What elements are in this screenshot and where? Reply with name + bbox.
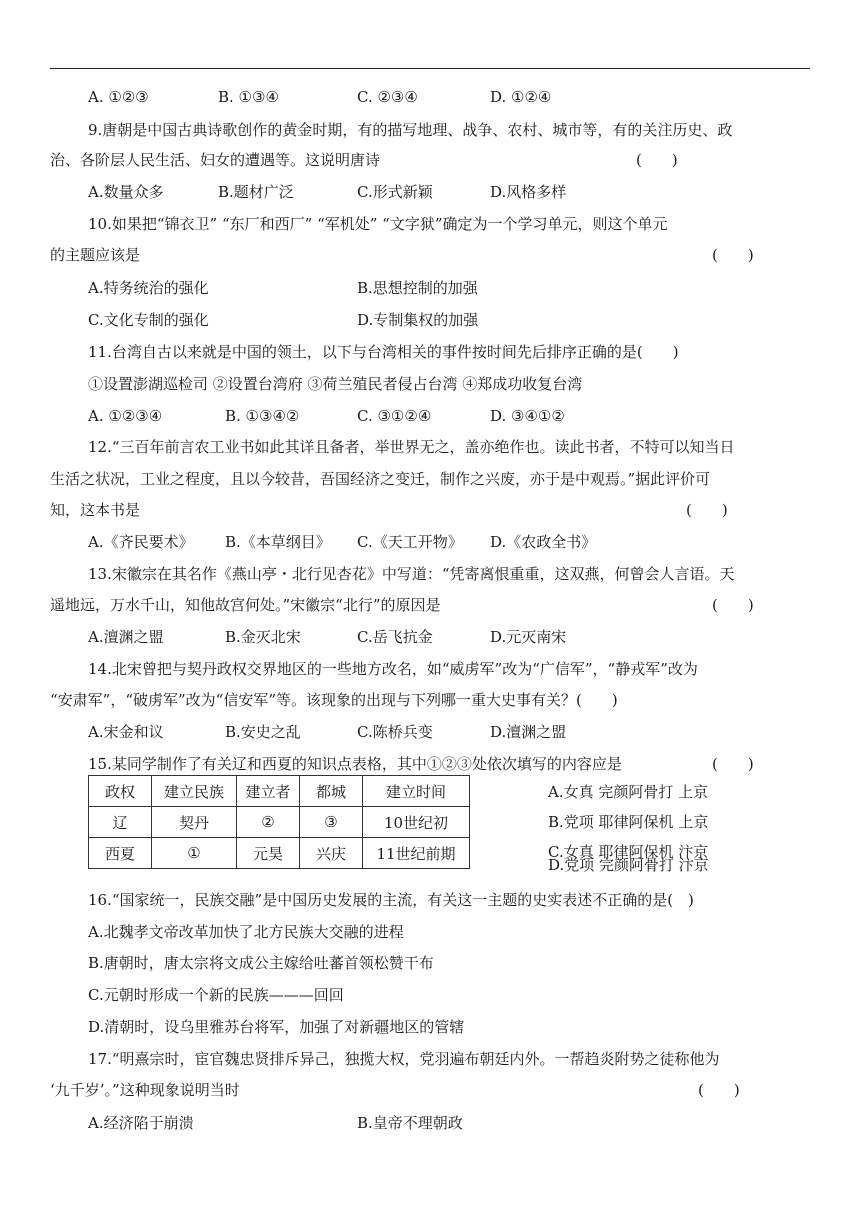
q14-stem-line1: 14.北宋曾把与契丹政权交界地区的一些地方改名，如“威虏军”改为“广信军”，“静戎军”改为 [88, 660, 698, 678]
table-header-cell: 政权 [89, 776, 152, 807]
q13-option-b: B.金灭北宋 [225, 628, 301, 646]
table-cell: 11世纪前期 [363, 838, 470, 869]
q14-stem-line2: “安肃军”，“破虏军”改为“信安军”等。该现象的出现与下列哪一重大史事有关？( ) [50, 691, 618, 709]
q12-stem-line1: 12.“三百年前言农工业书如此其详且备者，举世界无之，盖亦绝作也。读此书者，不特可以知当日 [88, 438, 735, 456]
table-row [89, 838, 470, 869]
knowledge-table [88, 775, 470, 869]
q12-option-b: B.《本草纲目》 [225, 533, 331, 551]
q17-stem-line2: ‘九千岁’。”这种现象说明当时 [50, 1081, 240, 1099]
q14-option-c: C.陈桥兵变 [357, 723, 433, 741]
q9-stem-line2: 治、各阶层人民生活、妇女的遭遇等。这说明唐诗 [50, 151, 381, 169]
q9-option-a: A.数量众多 [88, 183, 164, 201]
q11-stem-line2: ①设置澎湖巡检司 ②设置台湾府 ③荷兰殖民者侵占台湾 ④郑成功收复台湾 [88, 375, 583, 393]
q8-option-d: D. ①②④ [490, 88, 552, 106]
q12-stem-line3: 知，这本书是 [50, 501, 141, 519]
q11-option-c: C. ③①②④ [357, 407, 432, 425]
table-cell: ① [152, 838, 237, 869]
q9-stem-line1: 9.唐朝是中国古典诗歌创作的黄金时期，有的描写地理、战争、农村、城市等，有的关注历史、政 [88, 121, 733, 139]
table-cell: 契丹 [152, 807, 237, 838]
q12-answer-blank: ( ) [686, 501, 728, 519]
q10-answer-blank: ( ) [712, 246, 754, 264]
q17-option-b: B.皇帝不理朝政 [357, 1114, 463, 1132]
q15-option-c: C.女真 耶律阿保机 汴京 [548, 843, 709, 861]
table-cell: 元昊 [237, 838, 300, 869]
q14-option-a: A.宋金和议 [88, 723, 164, 741]
q9-option-b: B.题材广泛 [218, 183, 294, 201]
q10-stem-line1: 10.如果把“锦衣卫” “东厂和西厂” “军机处” “文字狱”确定为一个学习单元，则这个单元 [88, 215, 668, 233]
header-rule [50, 68, 810, 69]
q17-answer-blank: ( ) [698, 1081, 740, 1099]
q13-option-c: C.岳飞抗金 [357, 628, 433, 646]
q12-option-d: D.《农政全书》 [490, 533, 597, 551]
q8-option-b: B. ①③④ [218, 88, 279, 106]
q11-option-d: D. ③④①② [490, 407, 565, 425]
q10-option-c: C.文化专制的强化 [88, 311, 209, 329]
q12-stem-line2: 生活之状况，工业之程度，且以今较昔，吾国经济之变迁，制作之兴废，亦于是中观焉。”据此评价可 [50, 470, 711, 488]
q9-answer-blank: ( ) [636, 151, 678, 169]
q10-option-b: B.思想控制的加强 [357, 279, 478, 297]
table-row [89, 807, 470, 838]
q17-option-a: A.经济陷于崩溃 [88, 1114, 194, 1132]
q13-answer-blank: ( ) [712, 596, 754, 614]
table-cell: 10世纪初 [363, 807, 470, 838]
q13-option-a: A.澶渊之盟 [88, 628, 164, 646]
q11-stem-line1: 11.台湾自古以来就是中国的领土，以下与台湾相关的事件按时间先后排序正确的是( ) [88, 343, 679, 361]
q16-option-b: B.唐朝时，唐太宗将文成公主嫁给吐蕃首领松赞干布 [88, 954, 434, 972]
q15-option-d: D.党项 完颜阿骨打 汴京 [548, 856, 709, 874]
q16-option-c: C.元朝时形成一个新的民族———回回 [88, 986, 344, 1004]
q10-option-d: D.专制集权的加强 [357, 311, 479, 329]
table-header-cell: 建立时间 [363, 776, 470, 807]
q16-option-a: A.北魏孝文帝改革加快了北方民族大交融的进程 [88, 923, 404, 941]
q8-option-a: A. ①②③ [88, 88, 149, 106]
table-cell: 西夏 [89, 838, 152, 869]
q10-option-a: A.特务统治的强化 [88, 279, 209, 297]
table-header-cell: 建立民族 [152, 776, 237, 807]
q9-option-c: C.形式新颖 [357, 183, 433, 201]
table-cell: ③ [300, 807, 363, 838]
table-cell: 辽 [89, 807, 152, 838]
q16-option-d: D.清朝时，设乌里雅苏台将军，加强了对新疆地区的管辖 [88, 1018, 465, 1036]
q11-option-b: B. ①③④② [225, 407, 300, 425]
q13-stem-line2: 遥地远，万水千山，知他故宫何处。”宋徽宗“北行”的原因是 [50, 596, 441, 614]
q15-option-a: A.女真 完颜阿骨打 上京 [548, 783, 709, 801]
table-cell: 兴庆 [300, 838, 363, 869]
q12-option-c: C.《天工开物》 [357, 533, 463, 551]
q15-option-b: B.党项 耶律阿保机 上京 [548, 813, 709, 831]
q9-option-d: D.风格多样 [490, 183, 567, 201]
q10-stem-line2: 的主题应该是 [50, 246, 141, 264]
table-header-row [89, 776, 470, 807]
q14-option-d: D.澶渊之盟 [490, 723, 567, 741]
table-cell: ② [237, 807, 300, 838]
table-header-cell: 建立者 [237, 776, 300, 807]
q14-option-b: B.安史之乱 [225, 723, 301, 741]
q13-stem-line1: 13.宋徽宗在其名作《燕山亭・北行见杏花》中写道：“凭寄离恨重重，这双燕，何曾会人言语。天 [88, 565, 735, 583]
table-header-cell: 都城 [300, 776, 363, 807]
q15-answer-blank: ( ) [712, 755, 754, 773]
q12-option-a: A.《齐民要术》 [88, 533, 194, 551]
q15-stem-line1: 15.某同学制作了有关辽和西夏的知识点表格，其中①②③处依次填写的内容应是 [88, 755, 622, 773]
q17-stem-line1: 17.“明熹宗时，宦官魏忠贤排斥异己，独揽大权，党羽遍布朝廷内外。一帮趋炎附势之徒称他为 [88, 1050, 720, 1068]
q13-option-d: D.元灭南宋 [490, 628, 567, 646]
q16-stem-line1: 16.“国家统一，民族交融”是中国历史发展的主流，有关这一主题的史实表述不正确的是( ) [88, 891, 694, 909]
q8-option-c: C. ②③④ [357, 88, 418, 106]
q11-option-a: A. ①②③④ [88, 407, 163, 425]
